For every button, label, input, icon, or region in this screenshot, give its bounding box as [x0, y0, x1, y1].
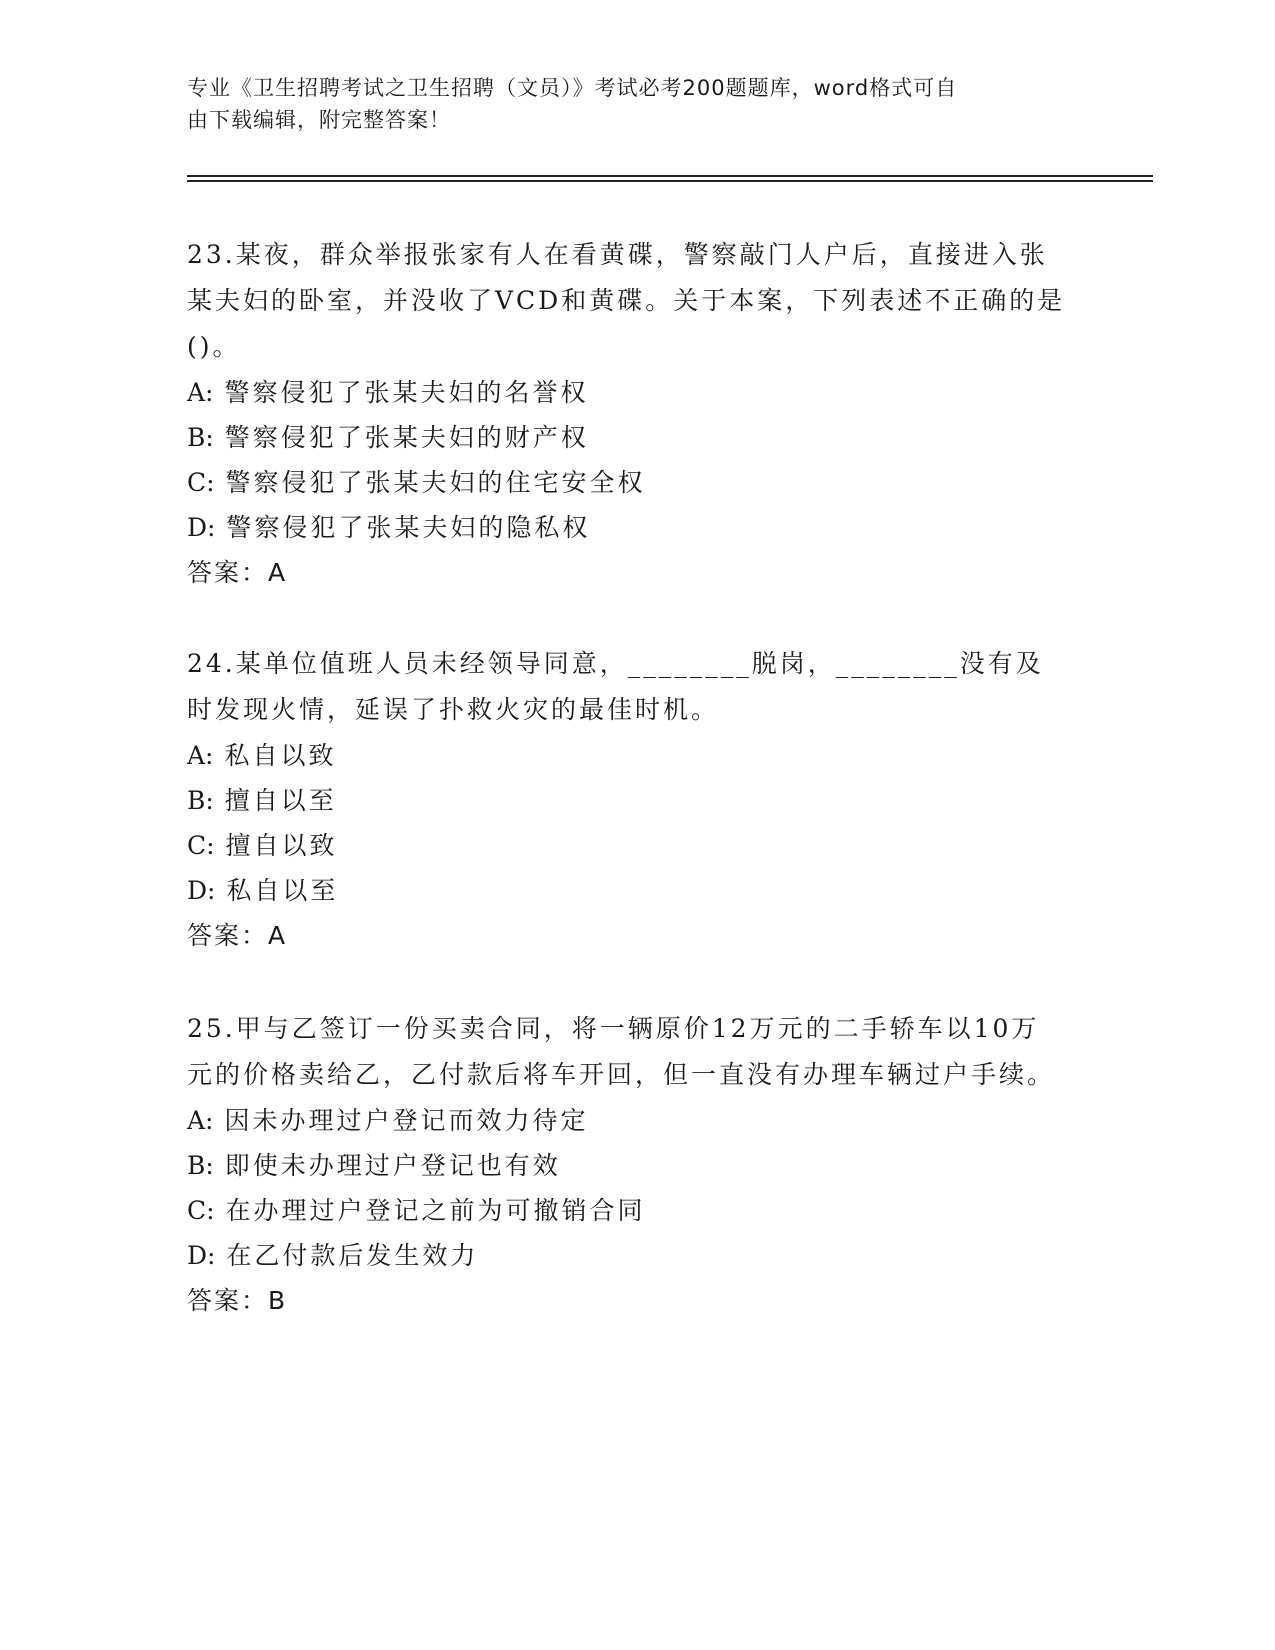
header-divider-bottom	[187, 180, 1153, 182]
option-text: 擅自以致	[225, 831, 338, 860]
option-text: 即使未办理过户登记也有效	[224, 1151, 561, 1180]
option-text: 警察侵犯了张某夫妇的财产权	[224, 423, 589, 452]
option-text: 警察侵犯了张某夫妇的住宅安全权	[225, 468, 646, 497]
option-key: D:	[187, 1241, 216, 1270]
header-line-1: 专业《卫生招聘考试之卫生招聘（文员）》考试必考200题题库，word格式可自	[187, 76, 958, 100]
header-divider-top	[187, 175, 1153, 177]
option-d	[187, 505, 1067, 550]
option-text: 私自以致	[224, 741, 337, 770]
option-key: C:	[187, 468, 215, 497]
option-key: B:	[187, 786, 214, 815]
document-header	[187, 72, 1067, 136]
option-key: A:	[187, 1106, 214, 1135]
option-key: D:	[187, 513, 216, 542]
option-key: B:	[187, 423, 214, 452]
option-a	[187, 1098, 1067, 1143]
question-23	[187, 232, 1067, 595]
option-text: 警察侵犯了张某夫妇的隐私权	[226, 513, 591, 542]
answer-line: 答案：B	[187, 1286, 288, 1315]
option-text: 警察侵犯了张某夫妇的名誉权	[224, 378, 589, 407]
option-b	[187, 1143, 1067, 1188]
option-d	[187, 1233, 1067, 1278]
option-c	[187, 460, 1067, 505]
question-25	[187, 1006, 1067, 1323]
option-c	[187, 823, 1067, 868]
answer-line: 答案：A	[187, 558, 288, 587]
answer-line: 答案：A	[187, 921, 288, 950]
question-stem: 23.某夜，群众举报张家有人在看黄碟，警察敲门人户后，直接进入张某夫妇的卧室，并没收了VCD和黄碟。关于本案，下列表述不正确的是()。	[187, 240, 1066, 361]
option-text: 在办理过户登记之前为可撤销合同	[225, 1196, 646, 1225]
option-text: 在乙付款后发生效力	[226, 1241, 479, 1270]
option-c	[187, 1188, 1067, 1233]
option-a	[187, 370, 1067, 415]
option-a	[187, 733, 1067, 778]
option-text: 因未办理过户登记而效力待定	[224, 1106, 589, 1135]
question-stem: 24.某单位值班人员未经领导同意，________脱岗，________没有及时发现火情，延误了扑救火灾的最佳时机。	[187, 649, 1044, 724]
option-key: C:	[187, 1196, 215, 1225]
option-key: B:	[187, 1151, 214, 1180]
option-text: 擅自以至	[224, 786, 337, 815]
option-d	[187, 868, 1067, 913]
option-key: A:	[187, 378, 214, 407]
option-text: 私自以至	[226, 876, 339, 905]
option-key: A:	[187, 741, 214, 770]
question-stem: 25.甲与乙签订一份买卖合同，将一辆原价12万元的二手轿车以10万元的价格卖给乙，乙付款后将车开回，但一直没有办理车辆过户手续。	[187, 1014, 1056, 1089]
option-key: D:	[187, 876, 216, 905]
question-24	[187, 641, 1067, 958]
header-line-2: 由下载编辑，附完整答案！	[187, 108, 451, 132]
option-key: C:	[187, 831, 215, 860]
option-b	[187, 415, 1067, 460]
option-b	[187, 778, 1067, 823]
